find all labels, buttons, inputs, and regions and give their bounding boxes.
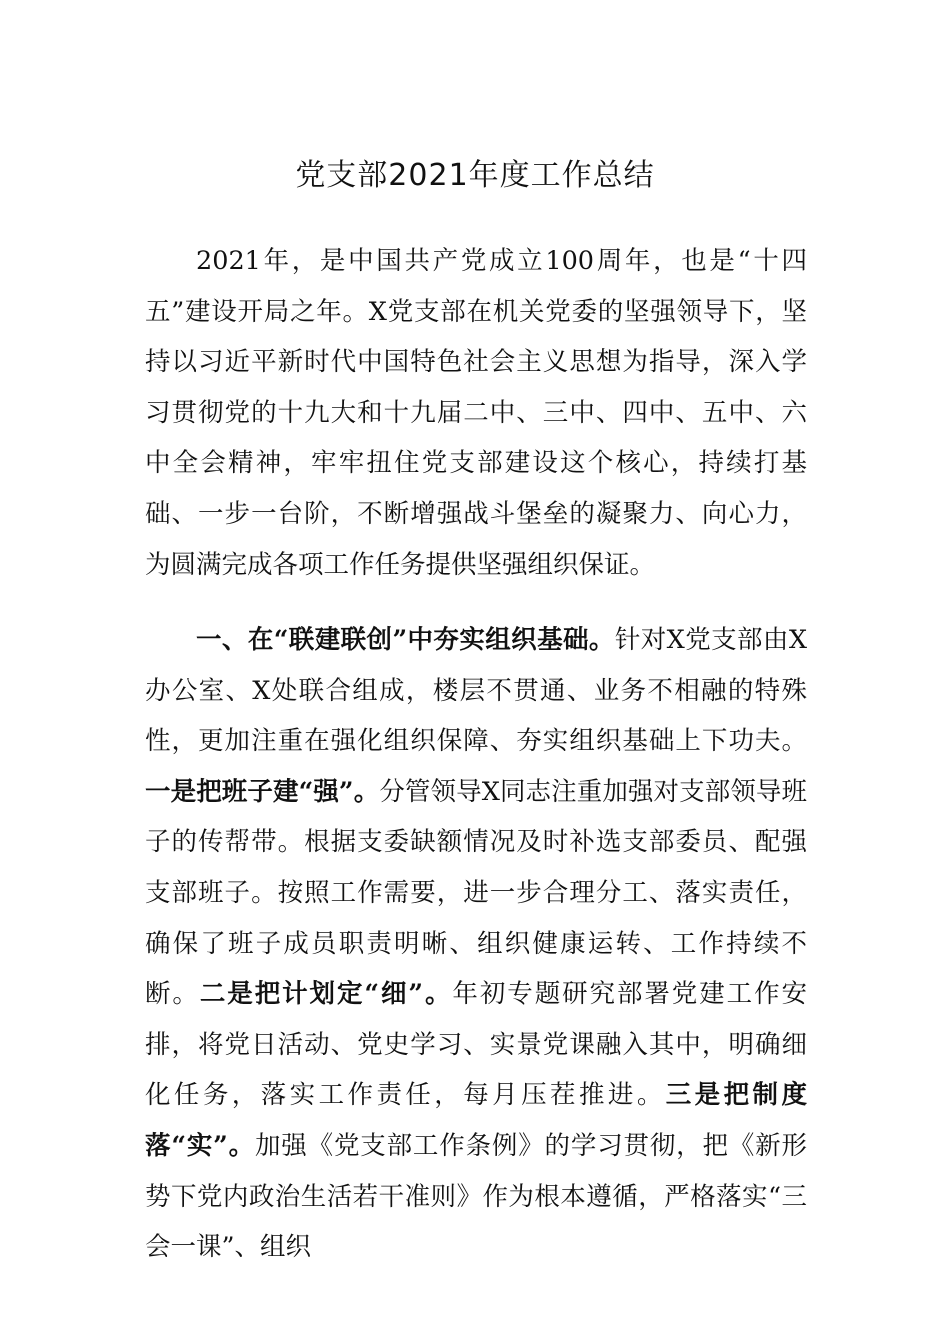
point-three-label: 三是把制度落“实”。 xyxy=(145,1080,807,1161)
point-one-text: 分管领导X同志注重加强对支部领导班子的传帮带。根据支委缺额情况及时补选支部委员、配强支部班子。按照工作需要，进一步合理分工、落实责任，确保了班子成员职责明晰、组织健康运转、工作持续不断。 xyxy=(145,776,808,1010)
section-one-heading: 一、在“联建联创”中夯实组织基础。 xyxy=(196,625,615,655)
section-one-text: 针对X党支部由X办公室、X处联合组成，楼层不贯通、业务不相融的特殊性，更加注重在强化组织保障、夯实组织基础上下功夫。 xyxy=(145,625,807,757)
intro-paragraph: 2021年，是中国共产党成立100周年，也是“十四五”建设开局之年。X党支部在机关党委的坚强领导下，坚持以习近平新时代中国特色社会主义思想为指导，深入学习贯彻党的十九大和十九届二中、三中、四中、五中、六中全会精神，牢牢扭住党支部建设这个核心，持续打基础、一步一台阶，不断增强战斗堡垒的凝聚力、向心力，为圆满完成各项工作任务提供坚强组织保证。 xyxy=(145,246,807,580)
point-two-label: 二是把计划定“细”。 xyxy=(199,979,453,1010)
section-one-paragraph xyxy=(145,615,807,1273)
document-title: 党支部2021年度工作总结 xyxy=(295,158,655,193)
point-one-label: 一是把班子建“强”。 xyxy=(145,776,380,807)
point-three-text: 加强《党支部工作条例》的学习贯彻，把《新形势下党内政治生活若干准则》作为根本遵循，严格落实“三会一课”、组织 xyxy=(145,1130,807,1263)
point-two-text: 年初专题研究部署党建工作安排，将党日活动、党史学习、实景党课融入其中，明确细化任务，落实工作责任，每月压茬推进。 xyxy=(145,979,807,1111)
